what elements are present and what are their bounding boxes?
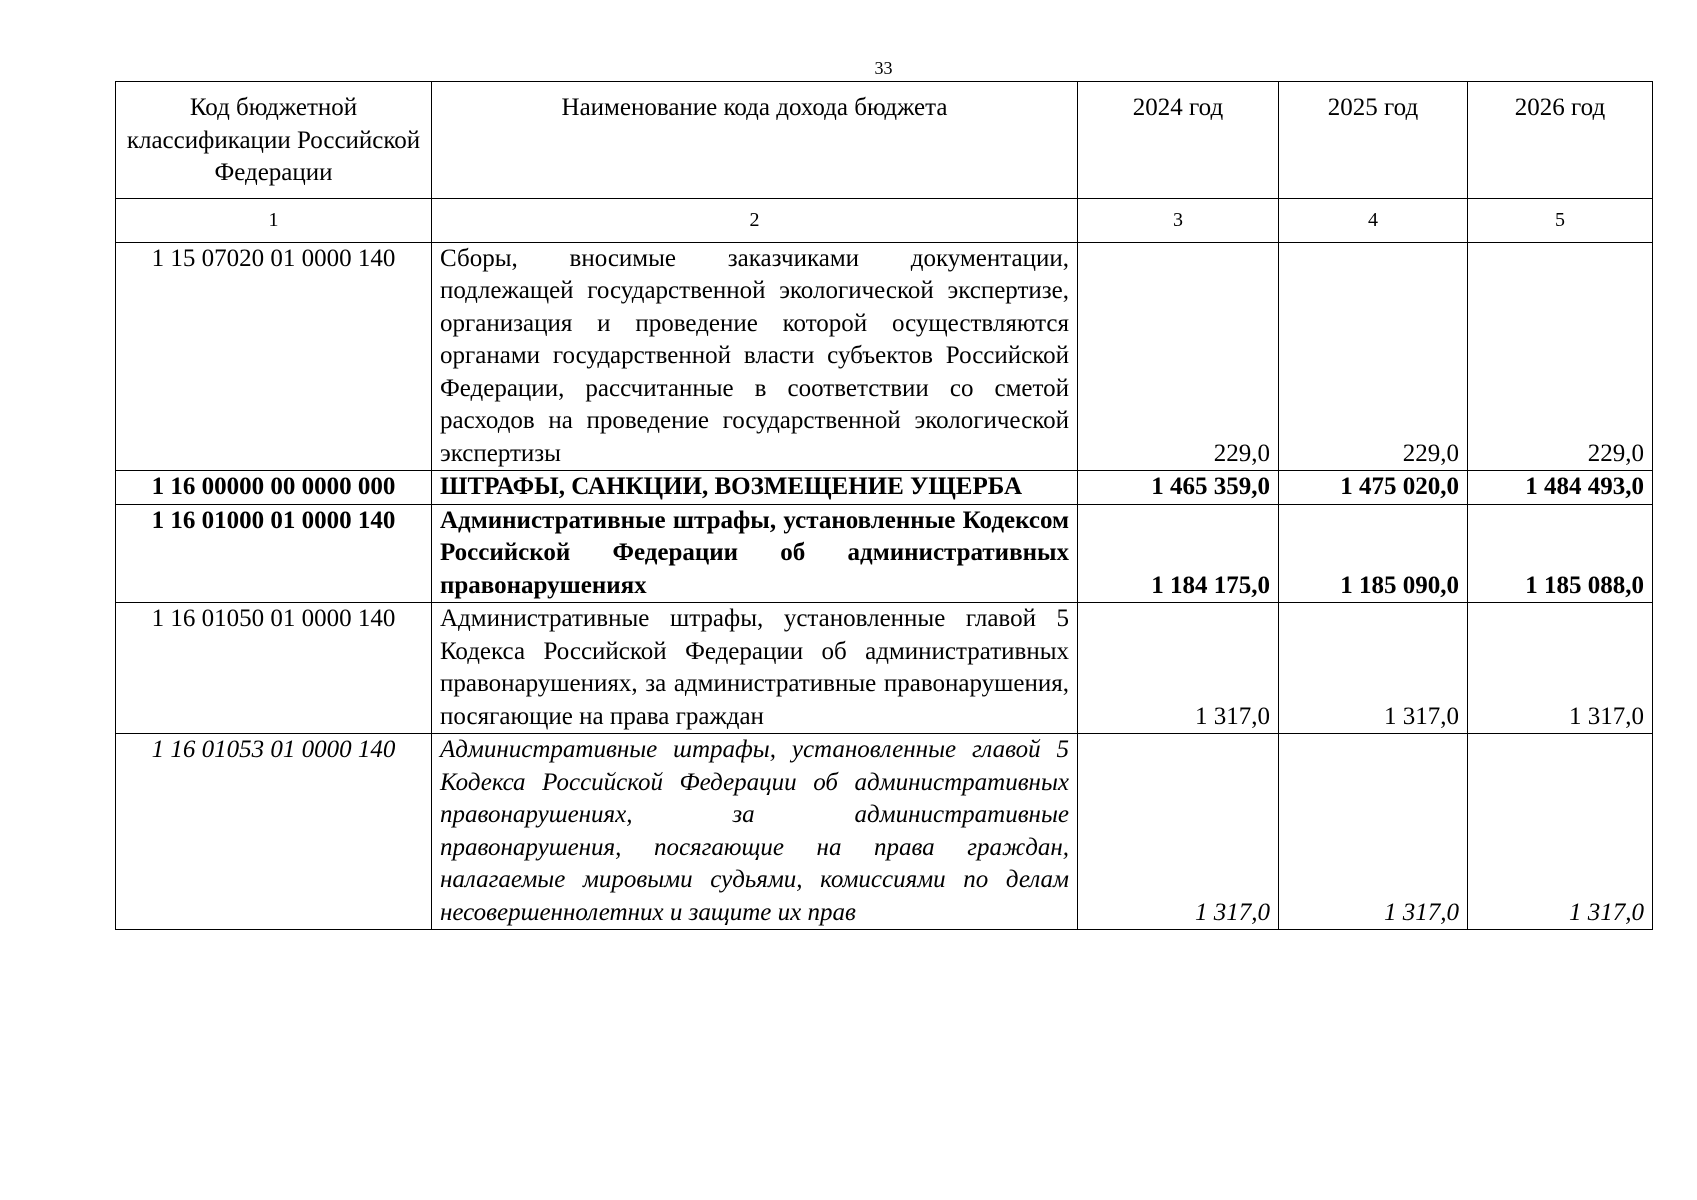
row-code: 1 16 00000 00 0000 000 bbox=[116, 471, 432, 505]
row-code: 1 16 01050 01 0000 140 bbox=[116, 603, 432, 734]
row-name: ШТРАФЫ, САНКЦИИ, ВОЗМЕЩЕНИЕ УЩЕРБА bbox=[432, 471, 1078, 505]
budget-revenue-table bbox=[115, 81, 1653, 930]
table-row bbox=[116, 603, 1653, 734]
row-value-2026: 1 317,0 bbox=[1468, 734, 1653, 930]
table-row bbox=[116, 504, 1653, 603]
column-number: 5 bbox=[1468, 198, 1653, 242]
row-value-2026: 1 484 493,0 bbox=[1468, 471, 1653, 505]
table-row bbox=[116, 471, 1653, 505]
row-value-2025: 1 317,0 bbox=[1279, 734, 1468, 930]
row-value-2024: 229,0 bbox=[1078, 242, 1279, 471]
row-name: Административные штрафы, установленные главой 5 Кодекса Российской Федерации об административных правонарушениях, за административные правонарушения, посягающие на права граждан bbox=[432, 603, 1078, 734]
row-name: Сборы, вносимые заказчиками документации, подлежащей государственной экологической экспертизе, организация и проведение которой осуществляются органами государственной власти субъектов Российской Федерации, рассчитанные в соответствии со сметой расходов на проведение государственной экологической экспертизы bbox=[432, 242, 1078, 471]
header-2024: 2024 год bbox=[1078, 82, 1279, 199]
row-value-2024: 1 317,0 bbox=[1078, 603, 1279, 734]
column-number: 2 bbox=[432, 198, 1078, 242]
row-name: Административные штрафы, установленные Кодексом Российской Федерации об административных правонарушениях bbox=[432, 504, 1078, 603]
row-code: 1 16 01053 01 0000 140 bbox=[116, 734, 432, 930]
row-value-2025: 1 475 020,0 bbox=[1279, 471, 1468, 505]
row-value-2026: 229,0 bbox=[1468, 242, 1653, 471]
column-number: 3 bbox=[1078, 198, 1279, 242]
row-value-2025: 229,0 bbox=[1279, 242, 1468, 471]
header-name: Наименование кода дохода бюджета bbox=[432, 82, 1078, 199]
header-2025: 2025 год bbox=[1279, 82, 1468, 199]
row-value-2025: 1 185 090,0 bbox=[1279, 504, 1468, 603]
table-row bbox=[116, 242, 1653, 471]
table-row bbox=[116, 734, 1653, 930]
header-row bbox=[116, 82, 1653, 199]
row-code: 1 16 01000 01 0000 140 bbox=[116, 504, 432, 603]
row-value-2024: 1 465 359,0 bbox=[1078, 471, 1279, 505]
header-code: Код бюджетной классификации Российской Федерации bbox=[116, 82, 432, 199]
row-code: 1 15 07020 01 0000 140 bbox=[116, 242, 432, 471]
row-value-2025: 1 317,0 bbox=[1279, 603, 1468, 734]
row-value-2024: 1 184 175,0 bbox=[1078, 504, 1279, 603]
row-value-2024: 1 317,0 bbox=[1078, 734, 1279, 930]
header-2026: 2026 год bbox=[1468, 82, 1653, 199]
column-number-row bbox=[116, 198, 1653, 242]
row-value-2026: 1 317,0 bbox=[1468, 603, 1653, 734]
column-number: 1 bbox=[116, 198, 432, 242]
row-value-2026: 1 185 088,0 bbox=[1468, 504, 1653, 603]
page-number: 33 bbox=[874, 58, 893, 78]
row-name: Административные штрафы, установленные главой 5 Кодекса Российской Федерации об административных правонарушениях, за административные правонарушения, посягающие на права граждан, налагаемые мировыми судьями, комиссиями по делам несовершеннолетних и защите их прав bbox=[432, 734, 1078, 930]
column-number: 4 bbox=[1279, 198, 1468, 242]
